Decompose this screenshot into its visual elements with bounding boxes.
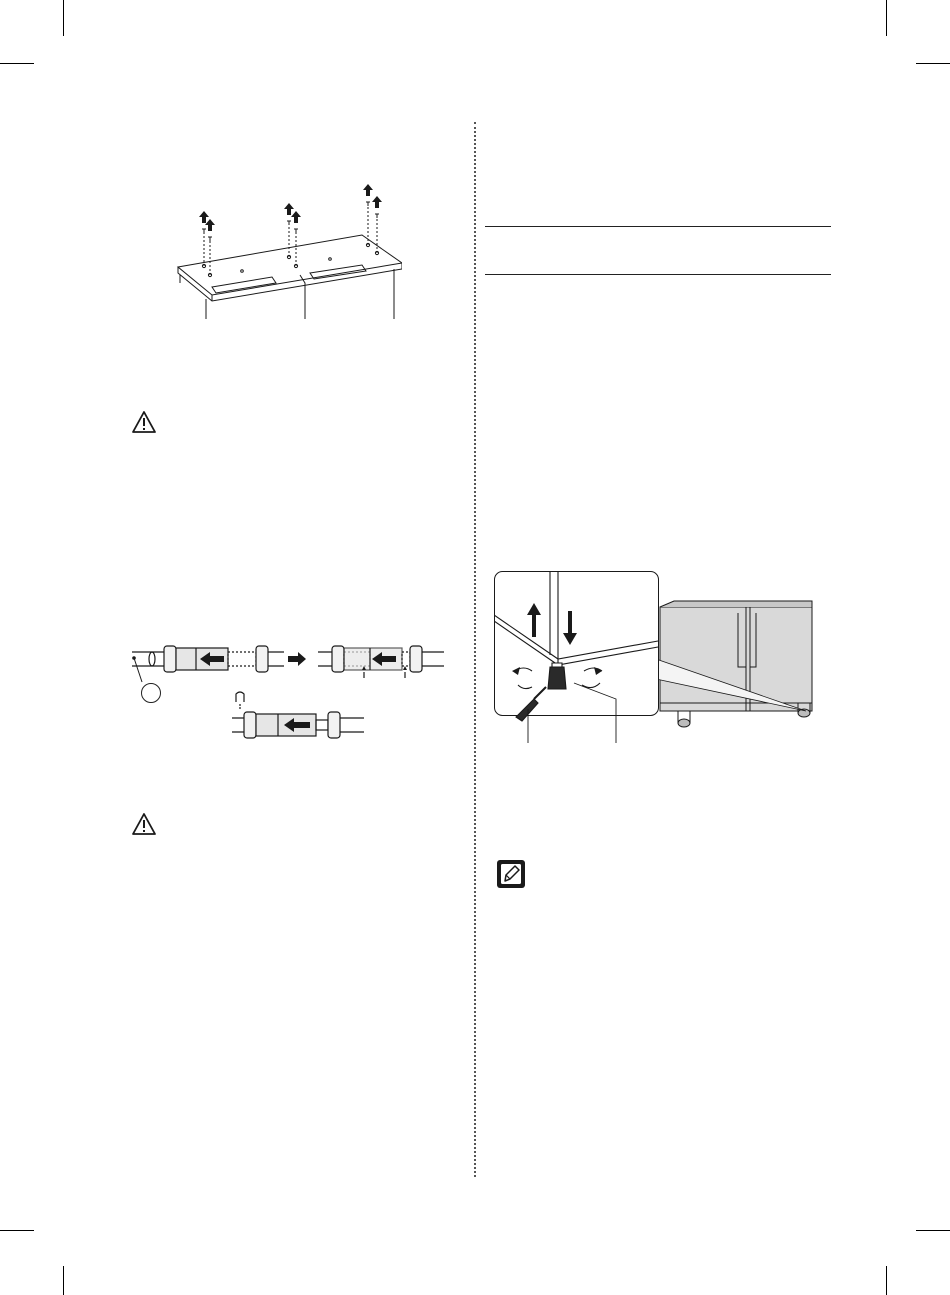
water-connector-figure bbox=[128, 632, 450, 744]
crop-mark-bottom-right-v bbox=[886, 1266, 887, 1295]
crop-mark-bottom-left-h bbox=[0, 1230, 34, 1231]
note-pencil-icon bbox=[496, 859, 526, 889]
step-marker-circle bbox=[141, 683, 161, 703]
top-cover-figure bbox=[172, 183, 402, 319]
section-rule-bottom bbox=[485, 274, 831, 275]
crop-mark-bottom-left-v bbox=[63, 1266, 64, 1295]
leveling-screw-icon bbox=[494, 571, 814, 743]
crop-mark-bottom-right-h bbox=[916, 1230, 950, 1231]
column-divider bbox=[474, 122, 476, 1177]
caution-icon-1 bbox=[131, 410, 157, 434]
pipe-connector-icon bbox=[128, 632, 450, 744]
crop-mark-top-left-v bbox=[63, 0, 64, 36]
crop-mark-top-left-h bbox=[0, 63, 34, 64]
screw-removal-arrows-icon bbox=[172, 183, 402, 319]
caution-icon-2 bbox=[131, 812, 157, 836]
crop-mark-top-right-v bbox=[886, 0, 887, 36]
leveling-figure bbox=[494, 571, 814, 743]
section-rule-top bbox=[485, 226, 831, 227]
caution-triangle-icon bbox=[131, 410, 157, 434]
caution-triangle-icon bbox=[131, 812, 157, 836]
crop-mark-top-right-h bbox=[916, 63, 950, 64]
note-icon bbox=[496, 859, 526, 889]
